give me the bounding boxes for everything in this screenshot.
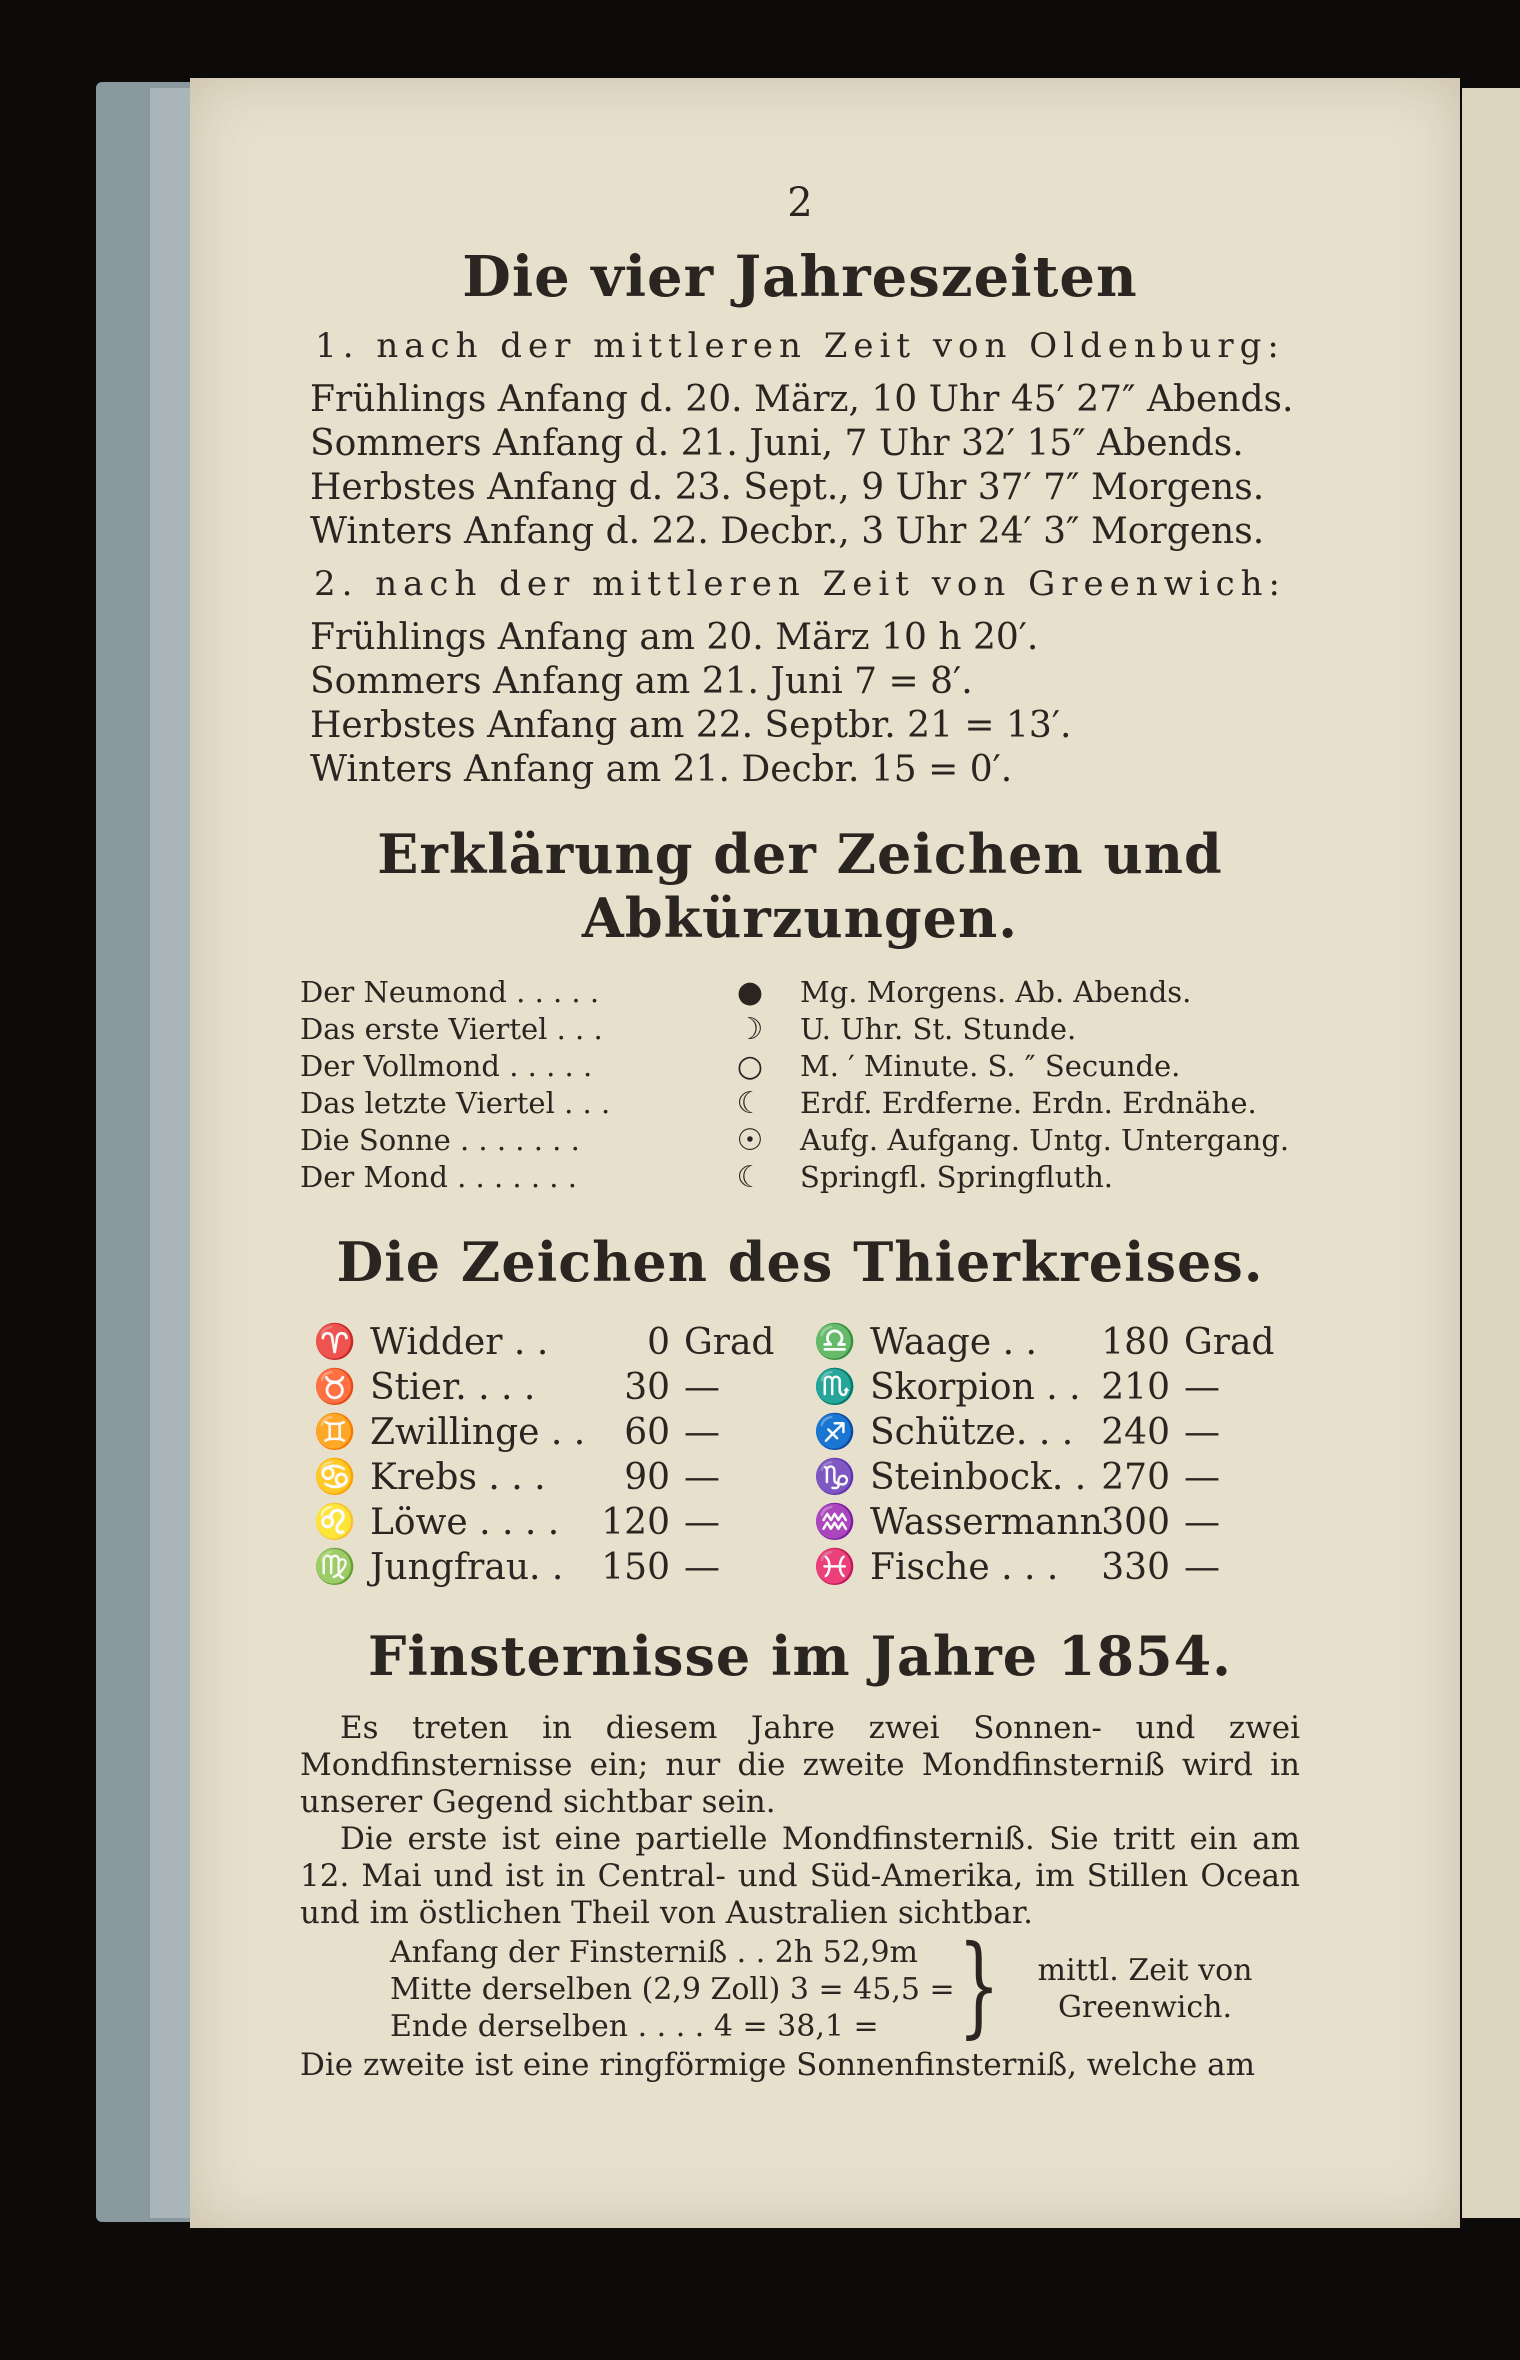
zodiac-dash: —	[684, 1502, 720, 1543]
zodiac-unit: Grad	[1184, 1322, 1275, 1363]
phase-row	[300, 974, 800, 1011]
zodiac-dash: —	[1184, 1457, 1220, 1498]
zodiac-dash: —	[684, 1412, 720, 1453]
season-line: Frühlings Anfang am 20. März 10 h 20′.	[310, 617, 1039, 658]
phase-label: Das erste Viertel . . .	[300, 1012, 603, 1046]
zodiac-row	[300, 1365, 800, 1410]
virgo-icon: ♍	[313, 1547, 357, 1587]
zodiac-row	[300, 1500, 800, 1545]
season-line: Sommers Anfang am 21. Juni 7 = 8′.	[310, 661, 973, 702]
phase-label: Der Mond . . . . . . .	[300, 1160, 577, 1194]
zodiac-degrees: 330	[1101, 1547, 1170, 1588]
zodiac-row	[300, 1545, 800, 1590]
new-moon-icon: ●	[736, 975, 764, 1010]
season-line: Herbstes Anfang am 22. Septbr. 21 = 13′.	[310, 705, 1072, 746]
zodiac-dash: —	[1184, 1367, 1220, 1408]
zodiac-row	[800, 1365, 1300, 1410]
zodiac-name: Waage . .	[870, 1322, 1037, 1363]
zodiac-degrees: 210	[1101, 1367, 1170, 1408]
oldenburg-list	[300, 378, 1300, 554]
phase-label: Der Vollmond . . . . .	[300, 1049, 593, 1083]
phase-row	[300, 1085, 800, 1122]
time-reference: mittl. Zeit von Greenwich.	[1037, 1953, 1253, 2025]
zodiac-dash: —	[684, 1367, 720, 1408]
abbreviation-row: U. Uhr. St. Stunde.	[800, 1012, 1077, 1046]
zodiac-column-left	[300, 1320, 800, 1590]
first-quarter-icon: ☽	[736, 1012, 764, 1047]
zodiac-row	[800, 1320, 1300, 1365]
zodiac-degrees: 240	[1101, 1412, 1170, 1453]
abbreviation-row: M. ′ Minute. S. ″ Secunde.	[800, 1049, 1181, 1083]
zodiac-dash: —	[684, 1457, 720, 1498]
phase-row	[300, 1159, 800, 1196]
pisces-icon: ♓	[813, 1547, 857, 1587]
zodiac-row	[800, 1410, 1300, 1455]
zodiac-dash: —	[1184, 1502, 1220, 1543]
zodiac-degrees: 270	[1101, 1457, 1170, 1498]
zodiac-name: Löwe . . . .	[370, 1502, 560, 1543]
full-moon-icon: ○	[736, 1049, 764, 1084]
zodiac-row	[800, 1455, 1300, 1500]
abbreviation-row: Aufg. Aufgang. Untg. Untergang.	[800, 1123, 1290, 1157]
eclipse-times	[390, 1921, 1300, 2049]
zodiac-dash: —	[1184, 1412, 1220, 1453]
abbreviation-row: Erdf. Erdferne. Erdn. Erdnähe.	[800, 1086, 1257, 1120]
abbreviation-row: Mg. Morgens. Ab. Abends.	[800, 975, 1192, 1009]
zodiac-row	[300, 1410, 800, 1455]
season-line: Winters Anfang d. 22. Decbr., 3 Uhr 24′ 3″ Morgens.	[310, 511, 1265, 552]
zodiac-name: Schütze. . .	[870, 1412, 1074, 1453]
eclipses-second: Die zweite ist eine ringförmige Sonnenfinsterniß, welche am	[300, 2047, 1255, 2083]
leo-icon: ♌	[313, 1502, 357, 1542]
zodiac-degrees: 90	[624, 1457, 670, 1498]
sun-icon: ☉	[736, 1123, 764, 1158]
zodiac-row	[800, 1545, 1300, 1590]
zodiac-row	[300, 1455, 800, 1500]
eclipses-first: Die erste ist eine partielle Mondfinsterniß. Sie tritt ein am 12. Mai und ist in Central- und Süd-Amerika, im Stillen Ocean und im östlichen Theil von Australien sichtbar.	[300, 1821, 1300, 1931]
aquarius-icon: ♒	[813, 1502, 857, 1542]
gemini-icon: ♊	[313, 1412, 357, 1452]
libra-icon: ♎	[813, 1322, 857, 1362]
abbreviation-list	[800, 974, 1300, 1196]
phase-row	[300, 1122, 800, 1159]
legend-title: Erklärung der Zeichen und Abkürzungen.	[377, 822, 1223, 950]
greenwich-heading: 2. nach der mittleren Zeit von Greenwich:	[313, 564, 1287, 604]
zodiac-degrees: 120	[601, 1502, 670, 1543]
zodiac-name: Skorpion . .	[870, 1367, 1081, 1408]
oldenburg-heading: 1. nach der mittleren Zeit von Oldenburg:	[315, 326, 1285, 366]
zodiac-title: Die Zeichen des Thierkreises.	[336, 1230, 1264, 1294]
seasons-title: Die vier Jahreszeiten	[462, 244, 1138, 310]
greenwich-list	[300, 616, 1300, 792]
season-line: Winters Anfang am 21. Decbr. 15 = 0′.	[310, 749, 1013, 790]
legend	[300, 974, 1300, 1196]
abbreviation-row: Springfl. Springfluth.	[800, 1160, 1113, 1194]
zodiac-degrees: 150	[601, 1547, 670, 1588]
scorpio-icon: ♏	[813, 1367, 857, 1407]
eclipse-time-row: Mitte derselben (2,9 Zoll) 3 = 45,5 =	[390, 1972, 955, 2007]
zodiac-dash: —	[1184, 1547, 1220, 1588]
phase-label: Das letzte Viertel . . .	[300, 1086, 611, 1120]
page-content	[300, 180, 1300, 2084]
zodiac-name: Jungfrau. .	[370, 1547, 564, 1588]
season-line: Frühlings Anfang d. 20. März, 10 Uhr 45′ 27″ Abends.	[310, 379, 1294, 420]
zodiac-name: Wassermann	[870, 1502, 1103, 1543]
cancer-icon: ♋	[313, 1457, 357, 1497]
cover-spine-strip	[150, 88, 190, 2218]
zodiac-name: Krebs . . .	[370, 1457, 546, 1498]
zodiac-row	[800, 1500, 1300, 1545]
zodiac-column-right	[800, 1320, 1300, 1590]
phase-row	[300, 1011, 800, 1048]
next-page-edge	[1462, 88, 1520, 2218]
moon-icon: ☾	[736, 1160, 764, 1195]
phase-label: Der Neumond . . . . .	[300, 975, 600, 1009]
zodiac-name: Stier. . . .	[370, 1367, 536, 1408]
sagittarius-icon: ♐	[813, 1412, 857, 1452]
phase-label: Die Sonne . . . . . . .	[300, 1123, 580, 1157]
zodiac-degrees: 180	[1101, 1322, 1170, 1363]
season-line: Sommers Anfang d. 21. Juni, 7 Uhr 32′ 15″ Abends.	[310, 423, 1244, 464]
zodiac-name: Widder . .	[370, 1322, 549, 1363]
last-quarter-icon: ☾	[736, 1086, 764, 1121]
zodiac-dash: —	[684, 1547, 720, 1588]
zodiac-degrees: 300	[1101, 1502, 1170, 1543]
zodiac-row	[300, 1320, 800, 1365]
eclipses-intro: Es treten in diesem Jahre zwei Sonnen- und zwei Mondfinsternisse ein; nur die zweite Mondfinsterniß wird in unserer Gegend sichtbar sein.	[300, 1710, 1300, 1820]
phase-row	[300, 1048, 800, 1085]
eclipses-title: Finsternisse im Jahre 1854.	[368, 1624, 1232, 1688]
eclipse-time-row: Anfang der Finsterniß . . 2h 52,9m	[390, 1935, 918, 1970]
brace-icon: }	[958, 1921, 1000, 2049]
page-number: 2	[787, 180, 813, 226]
capricorn-icon: ♑	[813, 1457, 857, 1497]
zodiac-table	[300, 1320, 1300, 1590]
aries-icon: ♈	[313, 1322, 357, 1362]
eclipse-time-row: Ende derselben . . . . 4 = 38,1 =	[390, 2009, 879, 2044]
taurus-icon: ♉	[313, 1367, 357, 1407]
eclipse-time-rows	[390, 1934, 955, 2045]
zodiac-name: Fische . . .	[870, 1547, 1059, 1588]
zodiac-name: Zwillinge . .	[370, 1412, 586, 1453]
zodiac-degrees: 0	[647, 1322, 670, 1363]
moon-phase-list	[300, 974, 800, 1196]
zodiac-name: Steinbock. .	[870, 1457, 1087, 1498]
zodiac-degrees: 30	[624, 1367, 670, 1408]
zodiac-degrees: 60	[624, 1412, 670, 1453]
zodiac-unit: Grad	[684, 1322, 775, 1363]
season-line: Herbstes Anfang d. 23. Sept., 9 Uhr 37′ 7″ Morgens.	[310, 467, 1265, 508]
